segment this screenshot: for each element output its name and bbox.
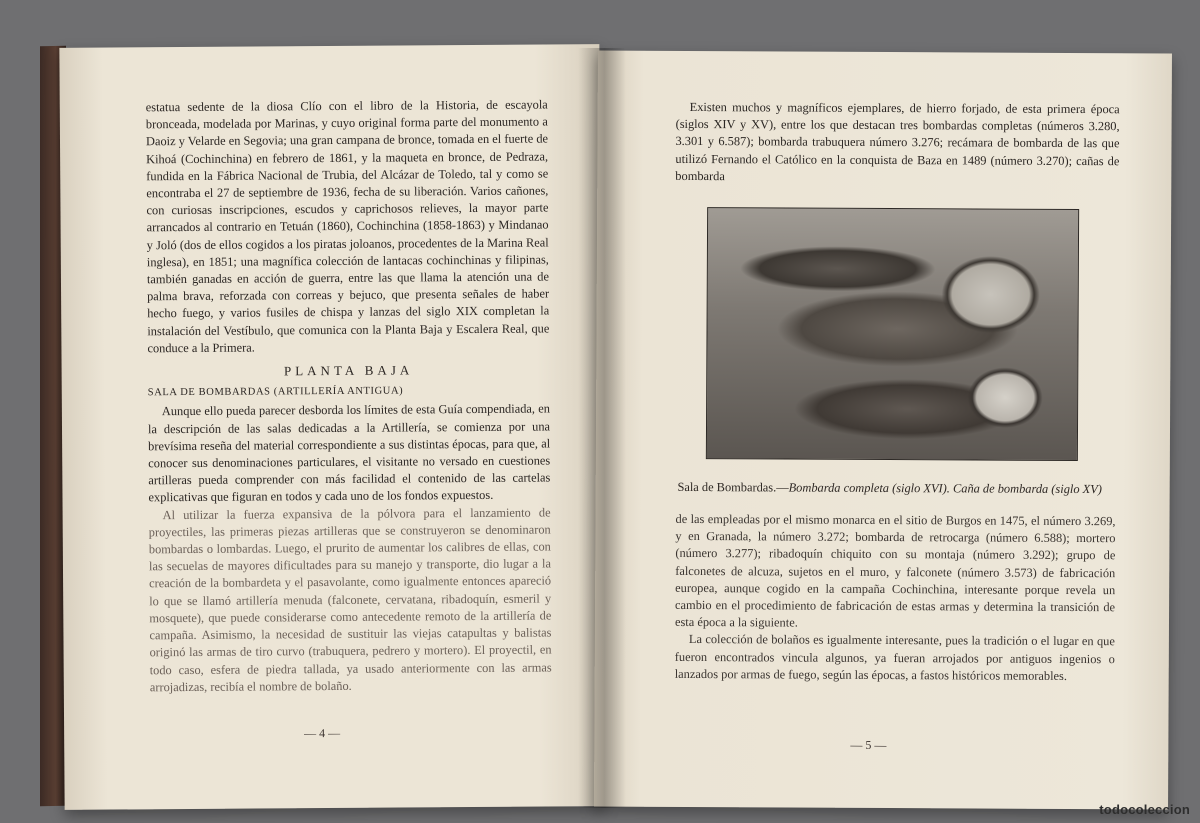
- bombard-photograph: [706, 207, 1079, 461]
- page-number-right: — 5 —: [850, 737, 887, 753]
- paragraph-burgos: de las empleadas por el mismo monarca en el sitio de Burgos en 1475, el número 3.269, y en Granada, la número 3.272; bombarda de retrocarga (número 6.588); mortero (número 3.277); ribadoquín chiquito con su montaja (número 3.292); grupo de falconetes de alcuza, sujetos en el muro, y falconete (número 3.573) de fabricación europea, aunque cogido en la campaña Cochinchina, interesante porque revela un cambio en el procedimiento de fabricación de estas armas y determina la transición de esta época a la siguiente.: [674, 511, 1116, 630]
- paragraph-guide-intro: Aunque ello pueda parecer desborda los límites de esta Guía compendiada, en la descripción de las salas dedicadas a la Artillería, se comienza por una brevísima reseña del material correspondiente a sus distintas épocas, para que, al conocer sus denominaciones particulares, el visitante no versado en cuestiones artilleras pueda comprender con más facilidad el contenido de las cartelas explicativas que figuran en todos y cada uno de los fondos expuestos.: [147, 401, 551, 505]
- left-page: [59, 44, 604, 810]
- paragraph-bolanos: La colección de bolaños es igualmente interesante, pues la tradición o el lugar en que fueron encontrados vincula algunos, ya fueran arrojados por antiguos ingenios o lanzados por armas de fuego, según las épocas, a fastos históricos memorables.: [674, 632, 1115, 683]
- right-page-text-top: [675, 99, 1119, 187]
- left-page-text: [146, 96, 552, 696]
- paragraph-ejemplares: Existen muchos y magníficos ejemplares, de hierro forjado, de esta primera época (siglos XIV y XV), entre los que destacan tres bombardas completas (números 3.280, 3.301 y 6.587); bombarda trabuquera número 3.276; recámara de bombarda de las que utilizó Fernando el Católico en la conquista de Baza en 1489 (número 3.270); cañas de bombarda: [675, 99, 1120, 183]
- caption-description: Bombarda completa (siglo XVI). Caña de bombarda (siglo XV): [788, 480, 1102, 497]
- section-subheading: SALA DE BOMBARDAS (ARTILLERÍA ANTIGUA): [147, 385, 404, 399]
- section-heading: PLANTA BAJA: [283, 362, 414, 379]
- photo-caption: [664, 479, 1116, 498]
- right-page: [594, 51, 1172, 810]
- paragraph-bombardas: Al utilizar la fuerza expansiva de la pólvora para el lanzamiento de proyectiles, las primeras piezas artilleras que se construyeron se denominaron bombardas o lombardas. Luego, el prurito de aumentar los calibres de ellas, con las secuelas de mayores dificultades para su manejo y transporte, dio lugar a la creación de la bombardeta y el pasavolante, como igualmente entonces apareció lo que se llamó artillería menuda (falconete, cervatana, ribadoquín, esmeril y mosquete), que puede considerarse como antecedente remoto de la artillería de campaña. Asimismo, la necesidad de sustituir las viejas catapultas y balistas originó las armas de tiro curvo (trabuquera, pedrero y mortero). El proyectil, en todo caso, esfera de piedra tallada, ya usado anteriormente con las armas arrojadizas, recibía el nombre de bolaño.: [148, 505, 552, 694]
- watermark: todocoleccion: [1099, 802, 1190, 817]
- right-page-text-bottom: [675, 511, 1116, 685]
- caption-label: Sala de Bombardas.—: [677, 479, 789, 495]
- book-spine: [578, 48, 626, 808]
- page-number-left: — 4 —: [304, 725, 341, 741]
- intro-paragraph: estatua sedente de la diosa Clío con el libro de la Historia, de escayola bronceada, modelada por Marinas, y cuyo original forma parte del monumento a Daoiz y Velarde en Segovia; una gran campana de bronce, tomada en el fuerte de Kihoá (Cochinchina) en febrero de 1861, y la maqueta en bronce, de Pedraza, fundida en la Fábrica Nacional de Trubia, del Alcázar de Toledo, tal y como se encontraba el 27 de septiembre de 1936, fecha de su liberación. Varios cañones, con curiosas inscripciones, escudos y caprichosos relieves, la mayor parte arrancados al contrario en Tetuán (1860), Cochinchina (1858-1863) y Mindanao y Joló (dos de ellos cogidos a los piratas joloanos, procedentes de la Marina Real inglesa), en 1851; una magnífica colección de lantacas cochinchinas y filipinas, también ganadas en acción de guerra, entre las que llama la atención una de palma brava, reforzada con correas y bejuco, que presenta señales de haber hecho fuego, y varios fusiles de chispa y lanzas del siglo XIX completan la instalación del Vestíbulo, que comunica con la Planta Baja y Escalera Real, que conduce a la Primera.: [145, 97, 550, 356]
